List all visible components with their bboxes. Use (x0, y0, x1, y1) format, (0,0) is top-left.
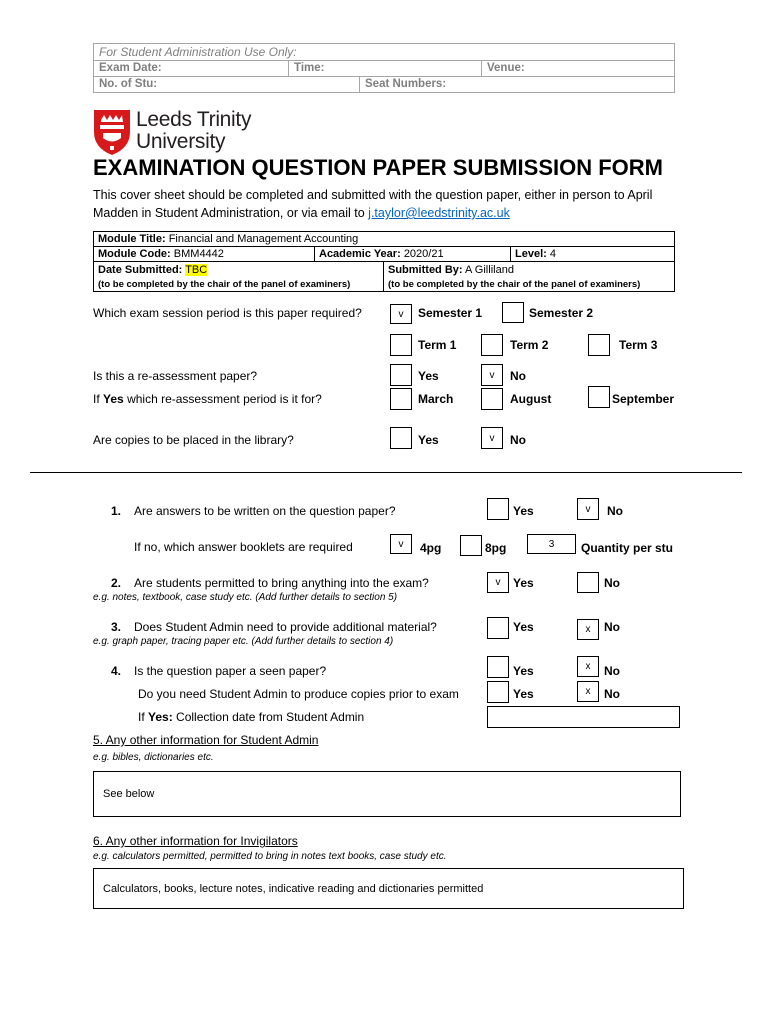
level-value: 4 (549, 248, 556, 260)
term1-checkbox[interactable] (390, 334, 412, 356)
library-no-checkbox[interactable]: v (481, 427, 503, 449)
reassess-no-label: No (510, 369, 526, 383)
q1-no-label: No (607, 504, 623, 518)
q1-text: Are answers to be written on the question paper? (134, 504, 396, 518)
booklet-4pg-checkbox[interactable]: v (390, 534, 412, 554)
module-code-cell (93, 246, 315, 262)
email-link[interactable]: j.taylor@leedstrinity.ac.uk (368, 206, 510, 220)
section-divider (30, 472, 742, 473)
q4-copies-text: Do you need Student Admin to produce copies prior to exam (138, 687, 459, 701)
march-label: March (418, 392, 454, 406)
logo-line2: University (136, 130, 226, 153)
submitted-by-value: A Gilliland (465, 264, 514, 276)
academic-year-label: Academic Year: (319, 248, 401, 260)
chair-note-right: (to be completed by the chair of the panel of examiners) (388, 279, 641, 290)
date-submitted-label: Date Submitted: (98, 264, 183, 276)
semester1-checkbox[interactable]: v (390, 304, 412, 324)
q4-collection-prefix: If (138, 710, 145, 724)
semester1-label: Semester 1 (418, 306, 483, 320)
reassess-period-suffix: which re-assessment period is it for? (127, 392, 322, 406)
q2-yes-label: Yes (513, 576, 534, 590)
academic-year-cell (314, 246, 511, 262)
term2-checkbox[interactable] (481, 334, 503, 356)
q1-no-checkbox[interactable]: v (577, 498, 599, 520)
booklet-8pg-checkbox[interactable] (460, 535, 482, 556)
quantity-input[interactable]: 3 (527, 534, 576, 554)
term1-label: Term 1 (418, 338, 457, 352)
library-no-label: No (510, 433, 526, 447)
q2-text: Are students permitted to bring anything into the exam? (134, 576, 429, 590)
session-question: Which exam session period is this paper required? (93, 306, 362, 320)
september-checkbox[interactable] (588, 386, 610, 408)
q3-note: e.g. graph paper, tracing paper etc. (Add further details to section 4) (93, 636, 394, 647)
q3-yes-label: Yes (513, 620, 534, 634)
submitted-by-label: Submitted By: (388, 264, 463, 276)
section6-note: e.g. calculators permitted, permitted to bring in notes text books, case study etc. (93, 851, 447, 862)
page-title: EXAMINATION QUESTION PAPER SUBMISSION FORM (93, 155, 663, 180)
q3-no-checkbox[interactable]: x (577, 619, 599, 640)
august-checkbox[interactable] (481, 388, 503, 410)
section6-heading: 6. Any other information for Invigilators (93, 834, 298, 848)
term2-label: Term 2 (510, 338, 549, 352)
q3-no-label: No (604, 620, 620, 634)
q3-text: Does Student Admin need to provide additional material? (134, 620, 437, 634)
quantity-label: Quantity per stu (581, 541, 674, 555)
q4-number: 4. (111, 664, 122, 678)
q4-no-checkbox[interactable]: x (577, 656, 599, 677)
time-cell: Time: (288, 60, 482, 77)
september-label: September (612, 392, 675, 406)
reassess-period-question (93, 392, 322, 406)
date-submitted-value: TBC (185, 264, 208, 276)
reassess-yes-checkbox[interactable] (390, 364, 412, 386)
reassess-yes-label: Yes (418, 369, 439, 383)
section5-note: e.g. bibles, dictionaries etc. (93, 752, 214, 763)
chair-note-left: (to be completed by the chair of the panel of examiners) (98, 279, 351, 290)
q4-copies-no-checkbox[interactable]: x (577, 681, 599, 702)
q4-copies-yes-label: Yes (513, 687, 534, 701)
logo-line1: Leeds Trinity (136, 108, 252, 131)
module-title-row (93, 231, 675, 247)
level-cell (510, 246, 675, 262)
library-yes-label: Yes (418, 433, 439, 447)
module-code-label: Module Code: (98, 248, 171, 260)
submitted-by-cell (383, 261, 675, 292)
venue-cell: Venue: (481, 60, 675, 77)
august-label: August (510, 392, 552, 406)
reassess-period-yes: Yes (103, 392, 124, 406)
shield-icon (92, 108, 132, 156)
admin-heading: For Student Administration Use Only: (93, 43, 675, 61)
q4-collection-yes: Yes: (148, 710, 173, 724)
level-label: Level: (515, 248, 547, 260)
q1-number: 1. (111, 504, 122, 518)
seat-numbers-cell: Seat Numbers: (359, 76, 675, 93)
university-logo (92, 108, 262, 158)
reassess-no-checkbox[interactable]: v (481, 364, 503, 386)
reassess-period-prefix: If (93, 392, 100, 406)
booklet-8pg-label: 8pg (485, 541, 507, 555)
q4-no-label: No (604, 664, 620, 678)
q4-yes-checkbox[interactable] (487, 656, 509, 678)
date-submitted-cell (93, 261, 384, 292)
no-of-stu-cell: No. of Stu: (93, 76, 360, 93)
q4-copies-yes-checkbox[interactable] (487, 681, 509, 703)
reassess-question: Is this a re-assessment paper? (93, 369, 258, 383)
q3-yes-checkbox[interactable] (487, 617, 509, 639)
intro-line2 (93, 206, 510, 220)
q2-yes-checkbox[interactable]: v (487, 572, 509, 593)
q4-collection-suffix: Collection date from Student Admin (176, 710, 365, 724)
exam-date-cell: Exam Date: (93, 60, 289, 77)
q2-no-checkbox[interactable] (577, 572, 599, 593)
section6-textbox[interactable]: Calculators, books, lecture notes, indicative reading and dictionaries permitted (93, 868, 684, 909)
intro-line1: This cover sheet should be completed and submitted with the question paper, either in person to April (93, 188, 653, 202)
march-checkbox[interactable] (390, 388, 412, 410)
q1-yes-checkbox[interactable] (487, 498, 509, 520)
module-title-label: Module Title: (98, 233, 166, 245)
section5-textbox[interactable]: See below (93, 771, 681, 817)
q1-yes-label: Yes (513, 504, 534, 518)
module-title-value: Financial and Management Accounting (168, 233, 359, 245)
q1-booklets-text: If no, which answer booklets are required (134, 540, 353, 554)
section5-heading: 5. Any other information for Student Admin (93, 733, 319, 747)
booklet-4pg-label: 4pg (420, 541, 442, 555)
library-yes-checkbox[interactable] (390, 427, 412, 449)
academic-year-value: 2020/21 (403, 248, 444, 260)
q4-text: Is the question paper a seen paper? (134, 664, 327, 678)
term3-checkbox[interactable] (588, 334, 610, 356)
semester2-label: Semester 2 (529, 306, 594, 320)
q4-copies-no-label: No (604, 687, 620, 701)
library-question: Are copies to be placed in the library? (93, 433, 294, 447)
intro-line2-text: Madden in Student Administration, or via email to (93, 206, 365, 220)
q2-number: 2. (111, 576, 122, 590)
semester2-checkbox[interactable] (502, 302, 524, 323)
q4-collection-text (138, 710, 364, 724)
q2-no-label: No (604, 576, 620, 590)
collection-date-input[interactable] (487, 706, 680, 728)
q3-number: 3. (111, 620, 122, 634)
q4-yes-label: Yes (513, 664, 534, 678)
module-code-value: BMM4442 (173, 248, 224, 260)
q2-note: e.g. notes, textbook, case study etc. (Add further details to section 5) (93, 592, 398, 603)
term3-label: Term 3 (619, 338, 658, 352)
